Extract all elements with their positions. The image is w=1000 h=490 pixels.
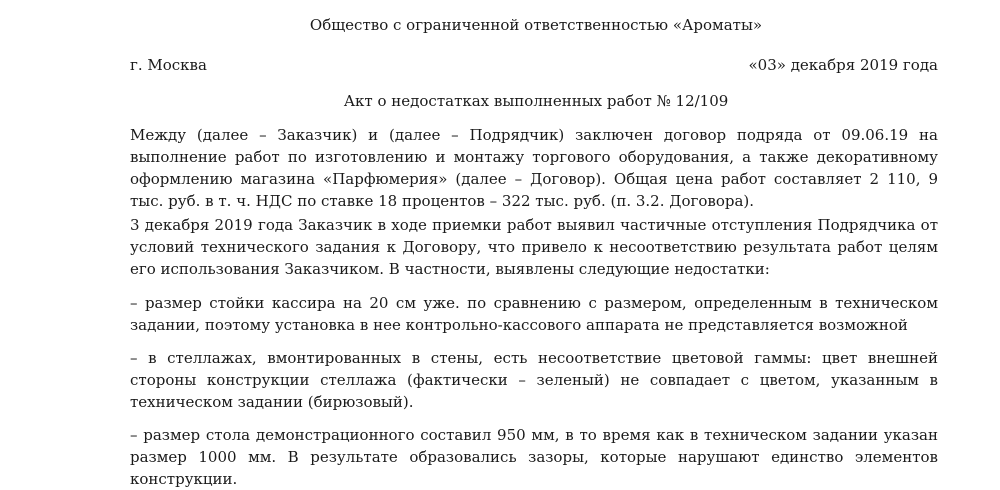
defect-item-display-table <box>130 424 938 490</box>
paragraph-line: Между (далее – Заказчик) и (далее – Подрядчик) заключен договор подряда от 09.06.19 на <box>130 126 938 144</box>
defect-item-shelving-color <box>130 347 938 413</box>
paragraph-line: условий технического задания к Договору, что привело к несоответствию результата работ целям <box>130 238 938 256</box>
paragraph-line: оформлению магазина «Парфюмерия» (далее – Договор). Общая цена работ составляет 2 110, 9 <box>130 170 938 188</box>
paragraph-line: размер 1000 мм. В результате образовались зазоры, которые нарушают единство элементов <box>130 448 938 466</box>
paragraph-contract <box>130 124 938 212</box>
paragraph-line: тыс. руб. в т. ч. НДС по ставке 18 процентов – 322 тыс. руб. (п. 3.2. Договора). <box>130 192 755 210</box>
document-title: Акт о недостатках выполненных работ № 12/109 <box>343 92 729 110</box>
document-date: «03» декабря 2019 года <box>748 56 938 74</box>
paragraph-line: – размер стола демонстрационного составил 950 мм, в то время как в техническом задании указан <box>130 426 938 444</box>
paragraph-line: стороны конструкции стеллажа (фактически – зеленый) не совпадает с цветом, указанным в <box>130 371 938 389</box>
paragraph-line: его использования Заказчиком. В частности, выявлены следующие недостатки: <box>130 260 770 278</box>
paragraph-line: техническом задании (бирюзовый). <box>130 393 414 411</box>
organization-name: Общество с ограниченной ответственностью «Ароматы» <box>309 16 763 34</box>
paragraph-line: – в стеллажах, вмонтированных в стены, есть несоответствие цветовой гаммы: цвет внешней <box>130 349 938 367</box>
paragraph-line: 3 декабря 2019 года Заказчик в ходе приемки работ выявил частичные отступления Подрядчика от <box>130 216 938 234</box>
city: г. Москва <box>130 56 207 74</box>
paragraph-line: выполнение работ по изготовлению и монтажу торгового оборудования, а также декоративному <box>130 148 938 166</box>
defect-item-cashier-stand <box>130 292 938 336</box>
paragraph-line: конструкции. <box>130 470 238 488</box>
paragraph-inspection <box>130 214 938 280</box>
paragraph-line: – размер стойки кассира на 20 см уже. по сравнению с размером, определенным в техническом <box>130 294 938 312</box>
paragraph-line: задании, поэтому установка в нее контрольно-кассового аппарата не представляется возможной <box>130 316 908 334</box>
